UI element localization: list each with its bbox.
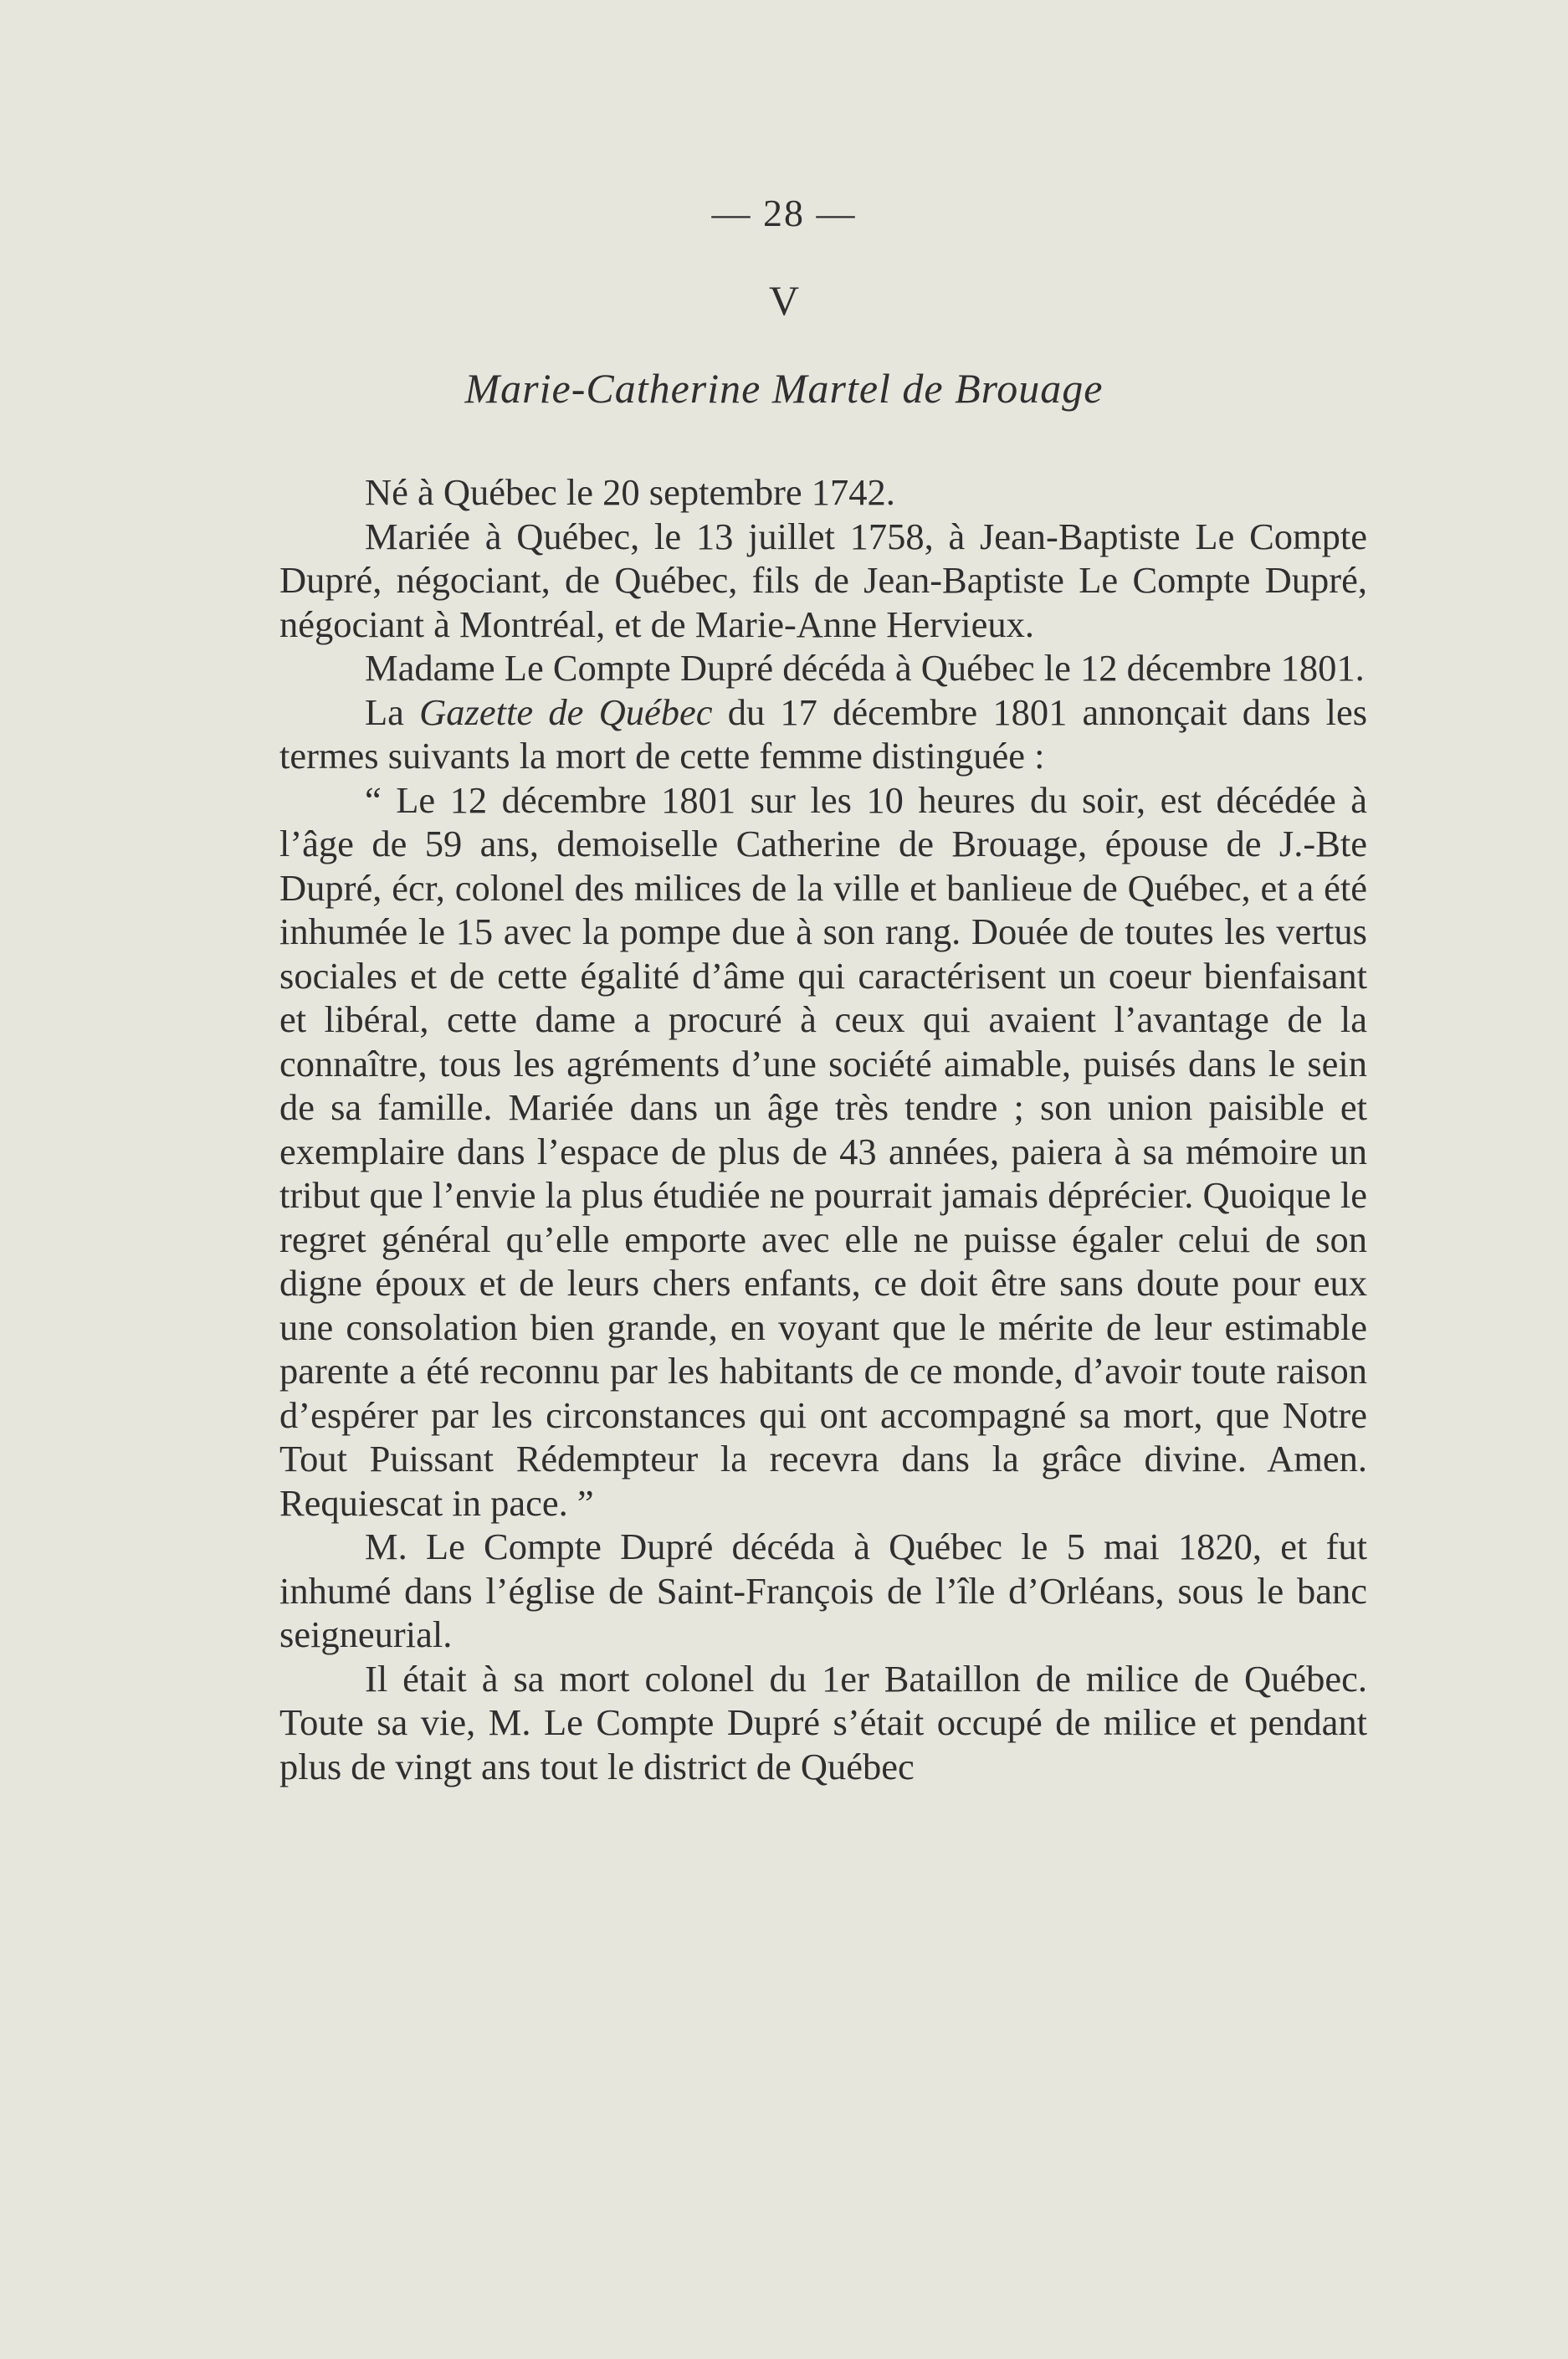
gazette-title: Gazette de Québec xyxy=(419,690,713,733)
paragraph-gazette-quote: “ Le 12 décembre 1801 sur les 10 heures du soir, est décédée à l’âge de 59 ans, demoiselle Catherine de Brouage, épouse de J.-Bte Dupré, écr, colonel des milices de la ville et banlieue de Québec, et a été inhumée le 15 avec la pompe due à son rang. Douée de toutes les vertus sociales et de cette égalité d’âme qui caractérisent un coeur bienfaisant et libéral, cette dame a procuré à ceux qui avaient l’avantage de la connaître, tous les agréments d’une société aimable, puisés dans le sein de sa famille. Mariée dans un âge très tendre ; son union paisible et exemplaire dans l’espace de plus de 43 années, paiera à sa mémoire un tribut que l’envie la plus étudiée ne pourrait jamais déprécier. Quoique le regret général qu’elle emporte avec elle ne puisse égaler celui de son digne époux et de leurs chers enfants, ce doit être sans doute pour eux une consolation bien grande, en voyant que le mérite de leur estimable parente a été reconnu par les habitants de ce monde, d’avoir toute raison d’espérer par les circonstances qui ont accompagné sa mort, que Notre Tout Puissant Rédempteur la recevra dans la grâce divine. Amen. Requiescat in pace. ” xyxy=(279,778,1367,1524)
body-text xyxy=(279,470,1367,1788)
paragraph-birth: Né à Québec le 20 septembre 1742. xyxy=(365,471,895,513)
chapter-title: Marie-Catherine Martel de Brouage xyxy=(464,365,1104,412)
page-number: — 28 — xyxy=(711,192,857,234)
paragraph-gazette-intro xyxy=(279,690,1367,778)
paragraph-marriage: Mariée à Québec, le 13 juillet 1758, à Jean-Baptiste Le Compte Dupré, négociant, de Québec, fils de Jean-Baptiste Le Compte Dupré, négociant à Montréal, et de Marie-Anne Hervieux. xyxy=(279,515,1367,645)
paragraph-husband-death: M. Le Compte Dupré décéda à Québec le 5 mai 1820, et fut inhumé dans l’église de Saint-François de l’île d’Orléans, sous le banc seigneurial. xyxy=(279,1526,1367,1655)
gazette-intro-pre: La xyxy=(365,690,420,733)
gazette-intro-post: du 17 décembre 1801 annonçait dans les termes suivants la mort de cette femme distinguée : xyxy=(279,690,1368,777)
paragraph-militia: Il était à sa mort colonel du 1er Bataillon de milice de Québec. Toute sa vie, M. Le Compte Dupré s’était occupé de milice et pendant plus de vingt ans tout le district de Québec xyxy=(279,1657,1367,1787)
chapter-numeral: V xyxy=(768,277,800,324)
paragraph-death: Madame Le Compte Dupré décéda à Québec le 12 décembre 1801. xyxy=(365,647,1365,689)
